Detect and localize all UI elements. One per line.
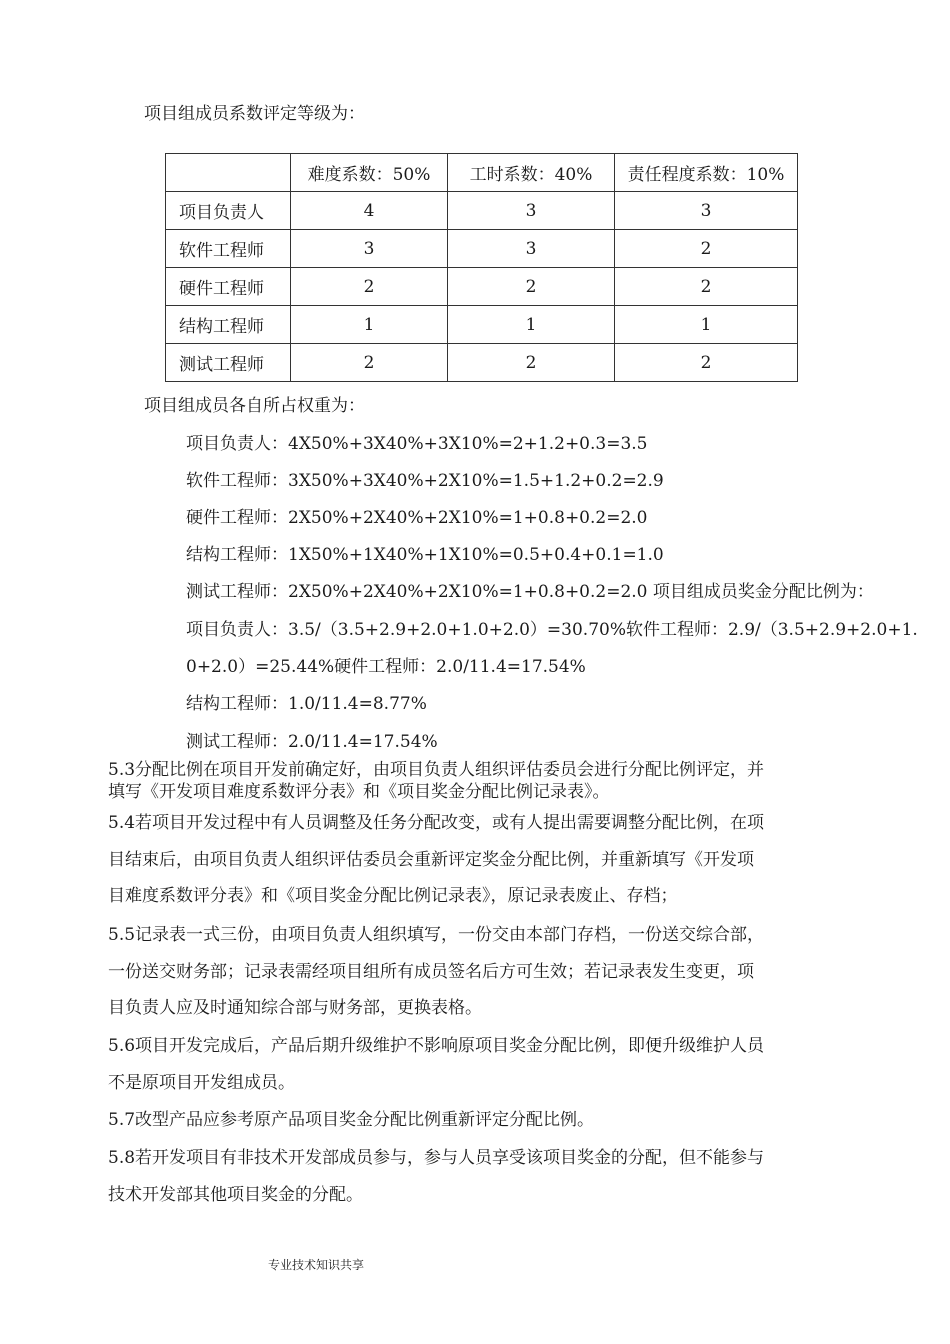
table-row — [166, 268, 798, 306]
table-header-cell — [166, 154, 291, 192]
paragraph-line: 填写《开发项目难度系数评分表》和《项目奖金分配比例记录表》。 — [108, 782, 610, 802]
page-footer: 专业技术知识共享 — [268, 1258, 365, 1272]
calc-line: 0+2.0）=25.44%硬件工程师：2.0/11.4=17.54% — [186, 657, 586, 677]
value-cell: 2 — [615, 230, 798, 268]
value-cell: 4 — [291, 192, 448, 230]
coefficient-table — [165, 153, 798, 382]
value-cell: 2 — [448, 268, 615, 306]
table-header-row — [166, 154, 798, 192]
paragraph-line: 5.4若项目开发过程中有人员调整及任务分配改变，或有人提出需要调整分配比例，在项 — [108, 813, 765, 833]
calc-line: 测试工程师：2X50%+2X40%+2X10%=1+0.8+0.2=2.0 项目组成员奖金分配比例为： — [186, 582, 874, 602]
value-cell: 3 — [448, 230, 615, 268]
paragraph-line: 一份送交财务部；记录表需经项目组所有成员签名后方可生效；若记录表发生变更，项 — [108, 962, 754, 982]
table-header-cell: 责任程度系数：10% — [615, 154, 798, 192]
calc-line: 项目负责人：4X50%+3X40%+3X10%=2+1.2+0.3=3.5 — [186, 434, 648, 454]
value-cell: 2 — [615, 268, 798, 306]
table-header-cell: 工时系数：40% — [448, 154, 615, 192]
grade-title: 项目组成员系数评定等级为： — [144, 104, 365, 124]
paragraph-line: 不是原项目开发组成员。 — [108, 1073, 295, 1093]
paragraph-line: 目负责人应及时通知综合部与财务部，更换表格。 — [108, 998, 482, 1018]
value-cell: 2 — [291, 268, 448, 306]
table-row — [166, 306, 798, 344]
table-row — [166, 230, 798, 268]
value-cell: 1 — [291, 306, 448, 344]
table-header-cell: 难度系数：50% — [291, 154, 448, 192]
role-cell: 结构工程师 — [166, 306, 291, 344]
value-cell: 3 — [291, 230, 448, 268]
calc-line: 测试工程师：2.0/11.4=17.54% — [186, 732, 438, 752]
calc-line: 结构工程师：1X50%+1X40%+1X10%=0.5+0.4+0.1=1.0 — [186, 545, 664, 565]
value-cell: 3 — [615, 192, 798, 230]
value-cell: 2 — [615, 344, 798, 382]
paragraph-line: 5.7改型产品应参考原产品项目奖金分配比例重新评定分配比例。 — [108, 1110, 595, 1130]
value-cell: 1 — [448, 306, 615, 344]
value-cell: 2 — [448, 344, 615, 382]
paragraph-line: 5.5记录表一式三份，由项目负责人组织填写，一份交由本部门存档，一份送交综合部， — [108, 925, 765, 945]
paragraph-line: 5.8若开发项目有非技术开发部成员参与，参与人员享受该项目奖金的分配，但不能参与 — [108, 1148, 765, 1168]
value-cell: 1 — [615, 306, 798, 344]
paragraph-line: 技术开发部其他项目奖金的分配。 — [108, 1185, 363, 1205]
value-cell: 3 — [448, 192, 615, 230]
table-row — [166, 344, 798, 382]
role-cell: 项目负责人 — [166, 192, 291, 230]
table-row — [166, 192, 798, 230]
paragraph-line: 5.3分配比例在项目开发前确定好，由项目负责人组织评估委员会进行分配比例评定，并 — [108, 760, 765, 780]
value-cell: 2 — [291, 344, 448, 382]
role-cell: 测试工程师 — [166, 344, 291, 382]
weight-title: 项目组成员各自所占权重为： — [144, 396, 365, 416]
calc-line: 软件工程师：3X50%+3X40%+2X10%=1.5+1.2+0.2=2.9 — [186, 471, 664, 491]
paragraph-line: 目结束后，由项目负责人组织评估委员会重新评定奖金分配比例，并重新填写《开发项 — [108, 850, 754, 870]
calc-line: 项目负责人：3.5/（3.5+2.9+2.0+1.0+2.0）=30.70%软件工程师：2.9/（3.5+2.9+2.0+1. — [186, 620, 918, 640]
paragraph-line: 5.6项目开发完成后，产品后期升级维护不影响原项目奖金分配比例，即便升级维护人员 — [108, 1036, 765, 1056]
paragraph-line: 目难度系数评分表》和《项目奖金分配比例记录表》，原记录表废止、存档； — [108, 886, 678, 906]
calc-line: 结构工程师：1.0/11.4=8.77% — [186, 694, 427, 714]
role-cell: 硬件工程师 — [166, 268, 291, 306]
role-cell: 软件工程师 — [166, 230, 291, 268]
calc-line: 硬件工程师：2X50%+2X40%+2X10%=1+0.8+0.2=2.0 — [186, 508, 648, 528]
